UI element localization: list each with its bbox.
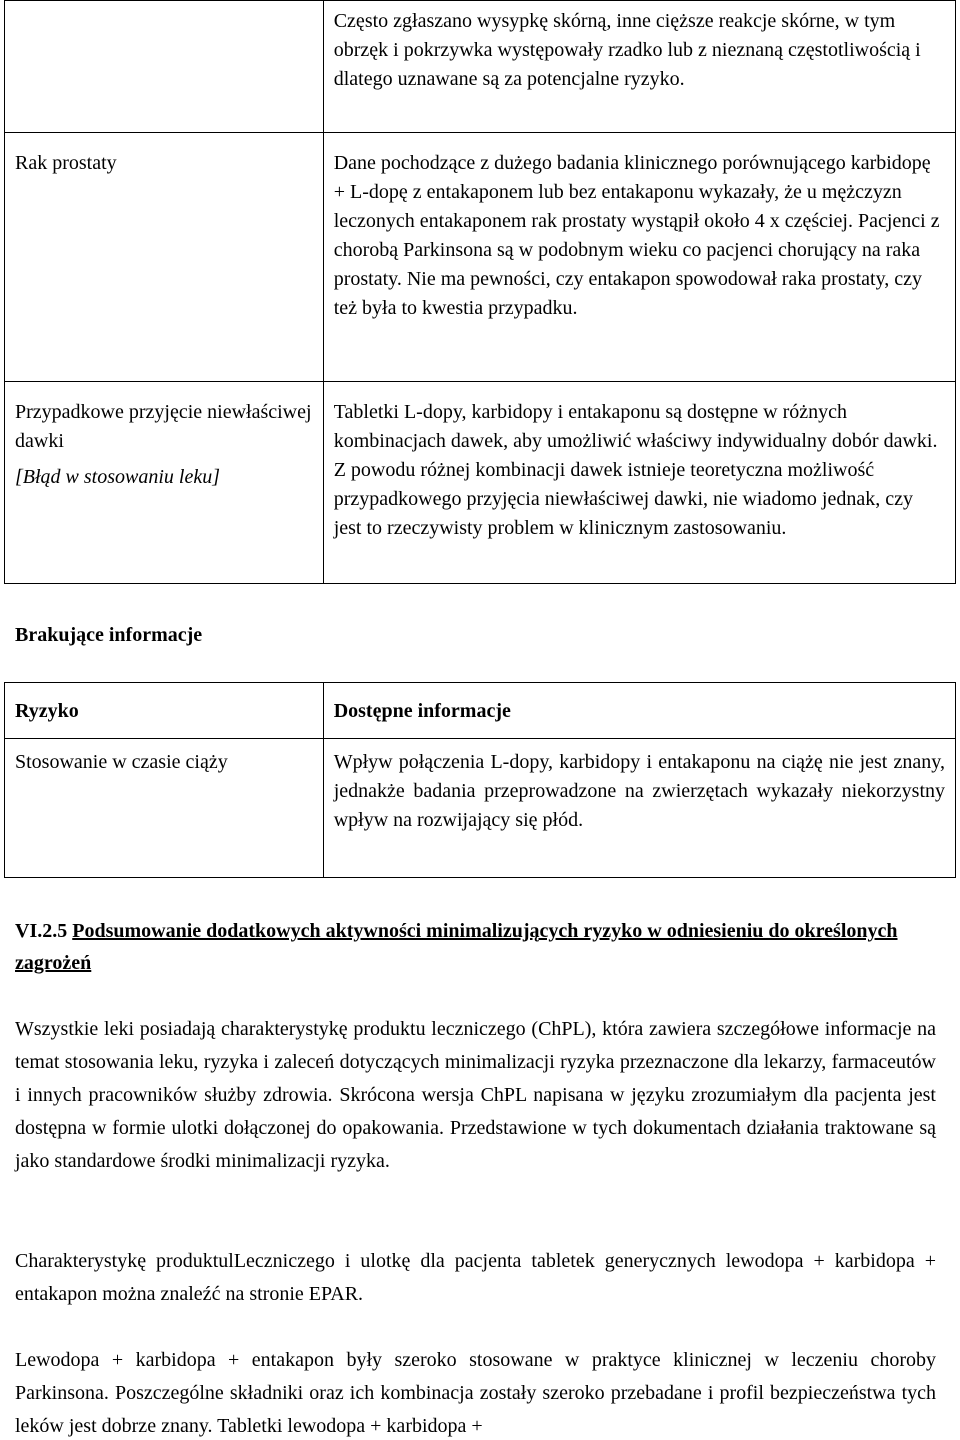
table-row <box>5 382 956 584</box>
risk-name: Przypadkowe przyjęcie niewłaściwej dawki <box>15 401 312 452</box>
paragraph-clinical-use: Lewodopa + karbidopa + entakapon były szeroko stosowane w praktyce klinicznej w leczeniu choroby Parkinsona. Poszczególne składniki oraz ich kombinacja zostały szeroko przebadane i profil bezpieczeństwa tych leków jest dobrze znany. Tabletki lewodopa + karbidopa + <box>15 1349 936 1437</box>
table-header-info: Dostępne informacje <box>323 683 955 739</box>
table-cell-risk <box>5 1 324 133</box>
table-cell-risk: Rak prostaty <box>5 133 324 382</box>
table-header-row <box>5 683 956 739</box>
section-number: VI.2.5 <box>15 920 68 942</box>
table-cell-info: Wpływ połączenia L-dopy, karbidopy i entakaponu na ciążę nie jest znany, jednakże badania przeprowadzone na zwierzętach wykazały niekorzystny wpływ na rozwijający się płód. <box>323 739 955 878</box>
section-heading <box>15 915 950 979</box>
paragraph-smpc: Wszystkie leki posiadają charakterystykę produktu leczniczego (ChPL), która zawiera szczegółowe informacje na temat stosowania leku, ryzyka i zaleceń dotyczących minimalizacji ryzyka przeznaczone dla lekarzy, farmaceutów i innych pracowników służby zdrowia. Skrócona wersja ChPL napisana w języku zrozumiałym dla pacjenta jest dostępna w formie ulotki dołączonej do opakowania. Przedstawione w tych dokumentach działania traktowane są jako standardowe środki minimalizacji ryzyka. <box>15 1018 936 1172</box>
missing-info-heading: Brakujące informacje <box>15 624 203 646</box>
table-cell-risk <box>5 382 324 584</box>
table-row <box>5 1 956 133</box>
table-cell-info: Tabletki L-dopy, karbidopy i entakaponu są dostępne w różnych kombinacjach dawek, aby umożliwić właściwy indywidualny dobór dawki. Z powodu różnej kombinacji dawek istnieje teoretyczna możliwość przypadkowego przyjęcia niewłaściwej dawki, nie wiadomo jednak, czy jest to rzeczywisty problem w klinicznym zastosowaniu. <box>323 382 955 584</box>
risk-alt-term: [Błąd w stosowaniu leku] <box>15 466 221 488</box>
paragraph-epar: Charakterystykę produktulLeczniczego i ulotkę dla pacjenta tabletek generycznych lewodopa + karbidopa + entakapon można znaleźć na stronie EPAR. <box>15 1250 936 1305</box>
table-cell-info: Często zgłaszano wysypkę skórną, inne cięższe reakcje skórne, w tym obrzęk i pokrzywka występowały rzadko lub z nieznaną częstotliwością i dlatego uznawane są za potencjalne ryzyko. <box>323 1 955 133</box>
missing-info-table <box>4 682 956 878</box>
risk-table-important <box>4 0 956 584</box>
table-header-risk: Ryzyko <box>5 683 324 739</box>
table-row <box>5 739 956 878</box>
section-title: Podsumowanie dodatkowych aktywności minimalizujących ryzyko w odniesieniu do określonych zagrożeń <box>15 920 898 974</box>
table-cell-risk: Stosowanie w czasie ciąży <box>5 739 324 878</box>
table-cell-info: Dane pochodzące z dużego badania klinicznego porównującego karbidopę + L-dopę z entakaponem lub bez entakaponu wykazały, że u mężczyzn leczonych entakaponem rak prostaty wystąpił około 4 x częściej. Pacjenci z chorobą Parkinsona są w podobnym wieku co pacjenci chorujący na raka prostaty. Nie ma pewności, czy entakapon spowodował raka prostaty, czy też była to kwestia przypadku. <box>323 133 955 382</box>
table-row <box>5 133 956 382</box>
